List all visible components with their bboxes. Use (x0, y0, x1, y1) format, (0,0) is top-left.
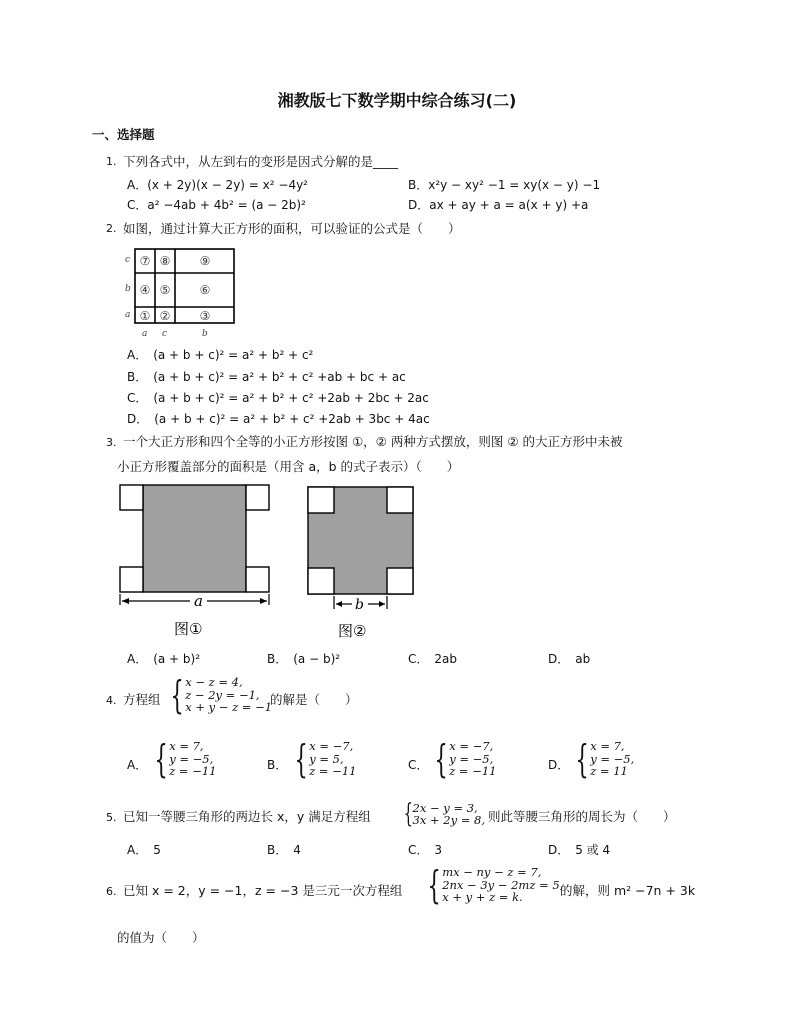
q3-figure-1 (120, 485, 269, 638)
q2-option-a[interactable]: A． (a + b + c)² = a² + b² + c² (127, 348, 314, 362)
q5-system (400, 801, 485, 827)
q4-c-z: z = −11 (449, 764, 497, 779)
q6-eq3: x + y + z = k. (442, 890, 523, 905)
q1-option-c[interactable]: C．a² −4ab + 4b² = (a − 2b)² (127, 198, 306, 212)
q5-option-b[interactable]: B． 4 (267, 843, 301, 857)
q2-cell-3: ③ (199, 309, 211, 323)
q4-b-y: y = 5, (309, 751, 344, 766)
q2-row-label-b: b (125, 284, 131, 294)
q6-system (422, 863, 564, 907)
q2-cell-9: ⑨ (199, 254, 211, 268)
q2-cell-7: ⑦ (139, 254, 151, 268)
q4-a-x: x = 7, (169, 739, 204, 754)
q4-option-a-label[interactable]: A． (127, 758, 148, 772)
q5-option-c[interactable]: C． 3 (408, 843, 443, 857)
q4-number: 4. (106, 694, 117, 707)
q2-option-d[interactable]: D． (a + b + c)² = a² + b² + c² +2ab + 3bc + 4ac (127, 412, 430, 426)
q4-b-z: z = −11 (309, 764, 357, 779)
q3-option-a[interactable]: A． (a + b)² (127, 652, 201, 666)
q4-d-z: z = 11 (590, 764, 628, 779)
q4-c-y: y = −5, (449, 751, 494, 766)
q3-fig1-label-a: a (194, 592, 203, 610)
brace-icon: { (294, 737, 308, 781)
q2-cell-6: ⑥ (199, 283, 211, 297)
page-title: 湘教版七下数学期中综合练习(二) (277, 91, 517, 110)
q5-number: 5. (106, 811, 117, 824)
q1-number: 1. (106, 155, 117, 168)
brace-icon: { (434, 737, 448, 781)
q1-option-b[interactable]: B．x²y − xy² −1 = xy(x − y) −1 (408, 178, 601, 192)
q3-stem-line2: 小正方形覆盖部分的面积是（用含 a，b 的式子表示）（ ） (117, 459, 460, 474)
q6-number: 6. (106, 885, 117, 898)
q5-option-a[interactable]: A． 5 (127, 843, 161, 857)
q2-col-label-b: b (202, 329, 208, 339)
q4-d-y: y = −5, (590, 751, 635, 766)
q2-option-c[interactable]: C． (a + b + c)² = a² + b² + c² +2ab + 2bc + 2ac (127, 391, 429, 405)
q2-option-b[interactable]: B． (a + b + c)² = a² + b² + c² +ab + bc + ac (127, 370, 406, 384)
section-heading: 一、选择题 (92, 127, 155, 142)
q2-number: 2. (106, 222, 117, 235)
q1-option-a[interactable]: A．(x + 2y)(x − 2y) = x² −4y² (127, 178, 308, 192)
q4-option-d-label[interactable]: D． (548, 758, 570, 772)
q5-eq1: 2x − y = 3, (412, 800, 478, 815)
q5-eq2: 3x + 2y = 8, (412, 813, 486, 827)
q4-option-b-label[interactable]: B． (267, 758, 288, 772)
brace-icon: { (170, 673, 184, 717)
q5-option-d[interactable]: D． 5 或 4 (548, 843, 611, 857)
q4-d-x: x = 7, (590, 739, 625, 754)
q5-stem-post: 则此等腰三角形的周长为（ ） (488, 809, 676, 824)
q1-stem: 下列各式中，从左到右的变形是因式分解的是____ (123, 154, 399, 169)
q4-option-a[interactable] (149, 737, 217, 781)
q2-cell-1: ① (139, 309, 151, 323)
q3-figure-2 (308, 487, 413, 640)
q6-stem-post: 的解，则 m² −7n + 3k (560, 883, 696, 898)
q3-fig2-caption: 图② (338, 622, 367, 640)
q3-figures (112, 482, 432, 642)
q3-option-d[interactable]: D． ab (548, 652, 591, 666)
q4-c-x: x = −7, (449, 739, 494, 754)
q6-eq2: 2nx − 3y − 2mz = 5, (442, 877, 564, 892)
q2-row-label-c: c (125, 255, 131, 265)
q3-number: 3. (106, 436, 117, 449)
q2-cell-4: ④ (139, 283, 151, 297)
q4-option-d[interactable] (570, 737, 635, 781)
q2-grid-figure (120, 244, 240, 340)
q4-eq3: x + y − z = −1 (185, 700, 273, 715)
q4-a-y: y = −5, (169, 751, 214, 766)
q3-fig1-caption: 图① (174, 620, 203, 638)
q6-stem-line2: 的值为（ ） (117, 930, 205, 945)
brace-icon: { (403, 799, 413, 829)
q2-cell-2: ② (159, 309, 171, 323)
q2-col-label-c: c (162, 329, 168, 339)
brace-icon: { (427, 863, 441, 907)
q4-eq1: x − z = 4, (185, 675, 243, 690)
q3-fig2-label-b: b (355, 597, 364, 613)
q4-stem-pre: 方程组 (123, 692, 161, 707)
q4-option-c-label[interactable]: C． (408, 758, 429, 772)
q4-a-z: z = −11 (169, 764, 217, 779)
q1-option-d[interactable]: D．ax + ay + a = a(x + y) +a (408, 198, 589, 212)
q4-system (165, 673, 273, 717)
q2-row-label-a: a (125, 310, 131, 320)
q3-option-c[interactable]: C． 2ab (408, 652, 457, 666)
q3-stem-line1: 一个大正方形和四个全等的小正方形按图 ①，② 两种方式摆放，则图 ② 的大正方形中未被 (123, 434, 623, 449)
q4-option-c[interactable] (429, 737, 497, 781)
q4-option-b[interactable] (289, 737, 357, 781)
q3-option-b[interactable]: B． (a − b)² (267, 652, 341, 666)
q4-eq2: z − 2y = −1, (185, 687, 260, 702)
q2-col-label-a: a (142, 329, 148, 339)
q4-b-x: x = −7, (309, 739, 354, 754)
q5-stem-pre: 已知一等腰三角形的两边长 x，y 满足方程组 (123, 809, 371, 824)
q6-stem-pre: 已知 x = 2，y = −1，z = −3 是三元一次方程组 (123, 883, 403, 898)
q2-cell-8: ⑧ (159, 254, 171, 268)
q2-cell-5: ⑤ (159, 283, 171, 297)
q6-eq1: mx − ny − z = 7, (442, 865, 542, 880)
q2-stem: 如图，通过计算大正方形的面积，可以验证的公式是（ ） (123, 221, 461, 236)
brace-icon: { (154, 737, 168, 781)
q4-stem-post: 的解是（ ） (270, 692, 358, 707)
brace-icon: { (575, 737, 589, 781)
